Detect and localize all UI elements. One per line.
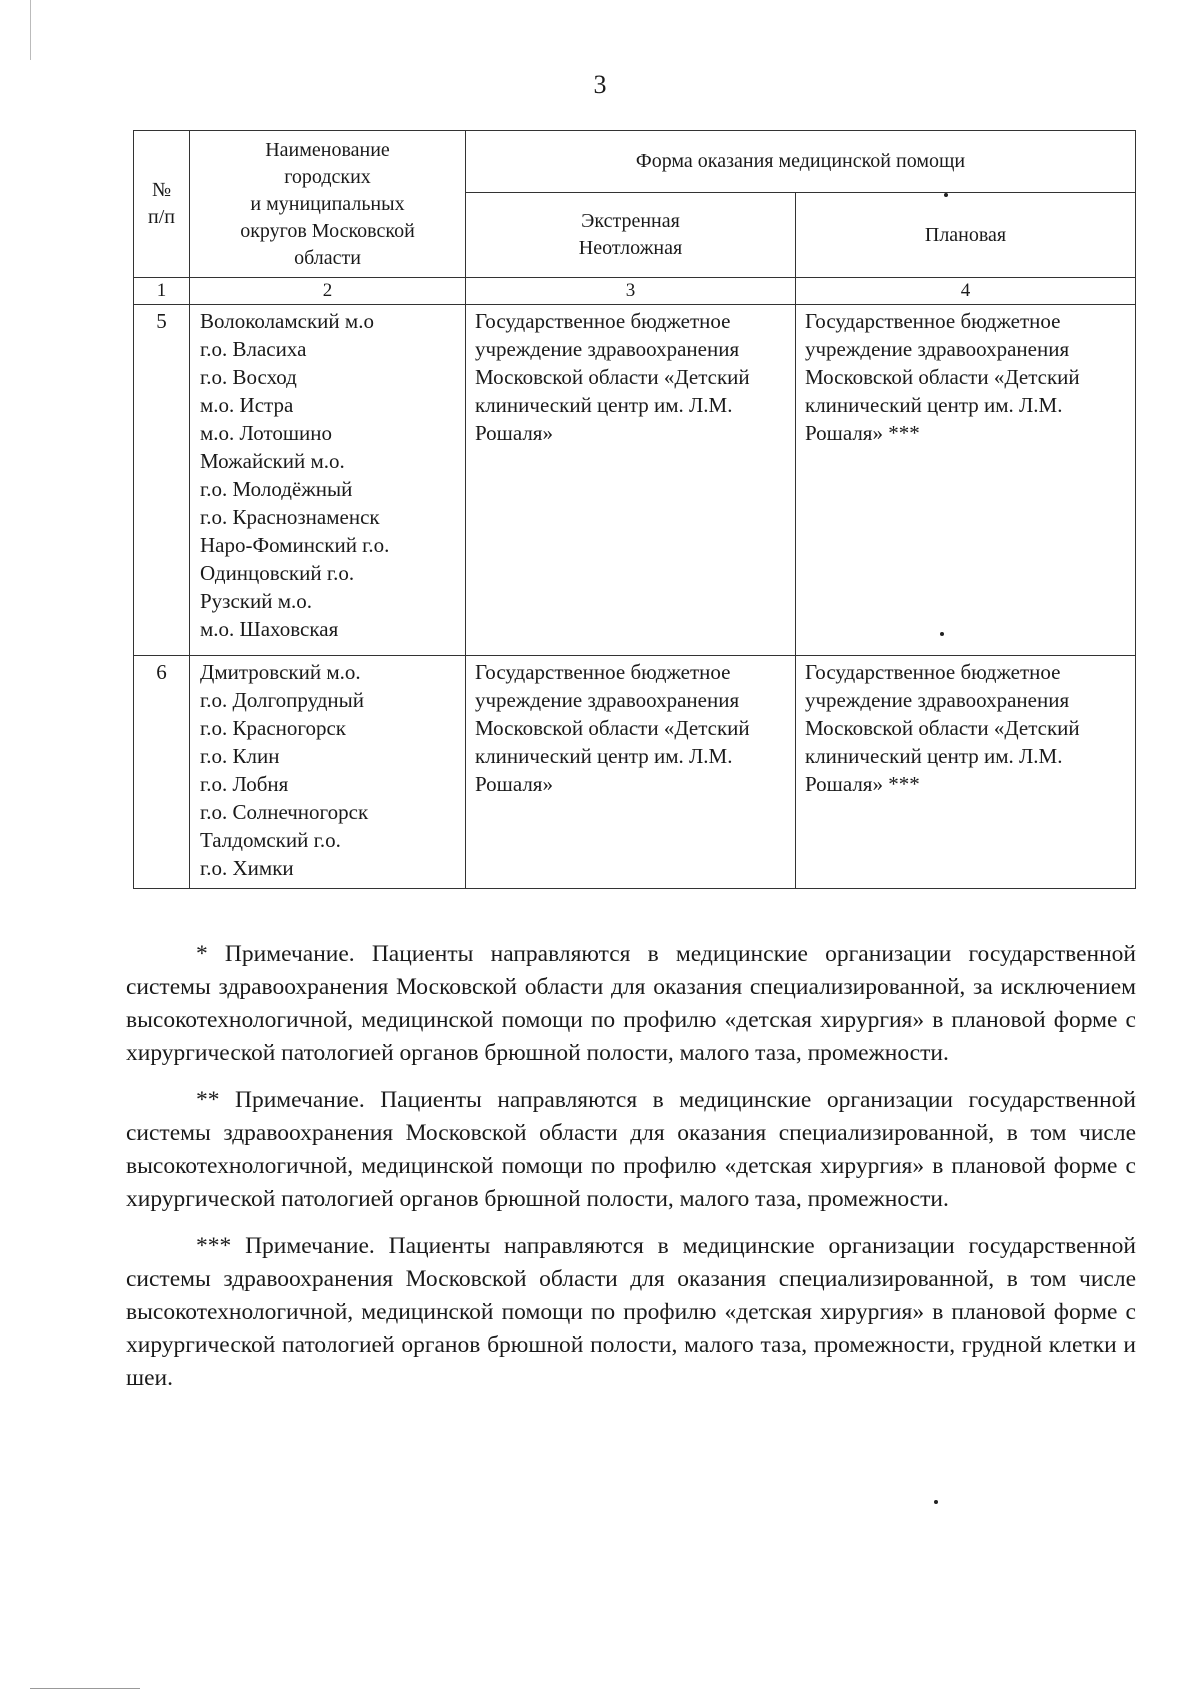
scan-speck xyxy=(940,632,944,636)
table-row xyxy=(134,305,1136,656)
column-number: 3 xyxy=(466,278,796,305)
district-list: Волоколамский м.о г.о. Власиха г.о. Восход м.о. Истра м.о. Лотошино Можайский м.о. г.о. Молодёжный г.о. Краснознаменск Наро-Фоминский г.о. Одинцовский г.о. Рузский м.о. м.о. Шаховская xyxy=(190,305,466,656)
header-emergency: Экстренная Неотложная xyxy=(466,193,796,278)
header-row-1 xyxy=(134,131,1136,193)
row-number: 5 xyxy=(134,305,190,656)
districts-table xyxy=(133,130,1136,889)
column-number: 2 xyxy=(190,278,466,305)
emergency-organization: Государственное бюджетное учреждение здравоохранения Московской области «Детский клинический центр им. Л.М. Рошаля» xyxy=(466,656,796,889)
planned-organization: Государственное бюджетное учреждение здравоохранения Московской области «Детский клинический центр им. Л.М. Рошаля» *** xyxy=(796,656,1136,889)
header-district-name: Наименование городских и муниципальных округов Московской области xyxy=(190,131,466,278)
header-num: № п/п xyxy=(134,131,190,278)
footnote-3: *** Примечание. Пациенты направляются в медицинские организации государственной системы здравоохранения Московской области для оказания специализированной, в том числе высокотехнологичной, медицинской помощи по профилю «детская хирургия» в плановой форме с хирургической патологией органов брюшной полости, малого таза, промежности, грудной клетки и шеи. xyxy=(126,1233,1136,1391)
header-planned: Плановая xyxy=(796,193,1136,278)
row-number: 6 xyxy=(134,656,190,889)
column-number-row xyxy=(134,278,1136,305)
district-list: Дмитровский м.о. г.о. Долгопрудный г.о. Красногорск г.о. Клин г.о. Лобня г.о. Солнечногорск Талдомский г.о. г.о. Химки xyxy=(190,656,466,889)
column-number: 1 xyxy=(134,278,190,305)
scan-speck xyxy=(934,1500,938,1504)
table-row xyxy=(134,656,1136,889)
emergency-organization: Государственное бюджетное учреждение здравоохранения Московской области «Детский клинический центр им. Л.М. Рошаля» xyxy=(466,305,796,656)
footnotes xyxy=(126,938,1136,1409)
footnote-1: * Примечание. Пациенты направляются в медицинские организации государственной системы здравоохранения Московской области для оказания специализированной, за исключением высокотехнологичной, медицинской помощи по профилю «детская хирургия» в плановой форме с хирургической патологией органов брюшной полости, малого таза, промежности. xyxy=(126,941,1136,1066)
footnote-2: ** Примечание. Пациенты направляются в медицинские организации государственной системы здравоохранения Московской области для оказания специализированной, в том числе высокотехнологичной, медицинской помощи по профилю «детская хирургия» в плановой форме с хирургической патологией органов брюшной полости, малого таза, промежности. xyxy=(126,1087,1136,1212)
page-number: 3 xyxy=(593,70,607,99)
scan-speck xyxy=(944,193,948,197)
scan-edge-left xyxy=(30,0,31,60)
column-number: 4 xyxy=(796,278,1136,305)
planned-organization: Государственное бюджетное учреждение здравоохранения Московской области «Детский клинический центр им. Л.М. Рошаля» *** xyxy=(796,305,1136,656)
header-care-form: Форма оказания медицинской помощи xyxy=(466,131,1136,193)
scan-edge-bottom xyxy=(30,1688,140,1689)
